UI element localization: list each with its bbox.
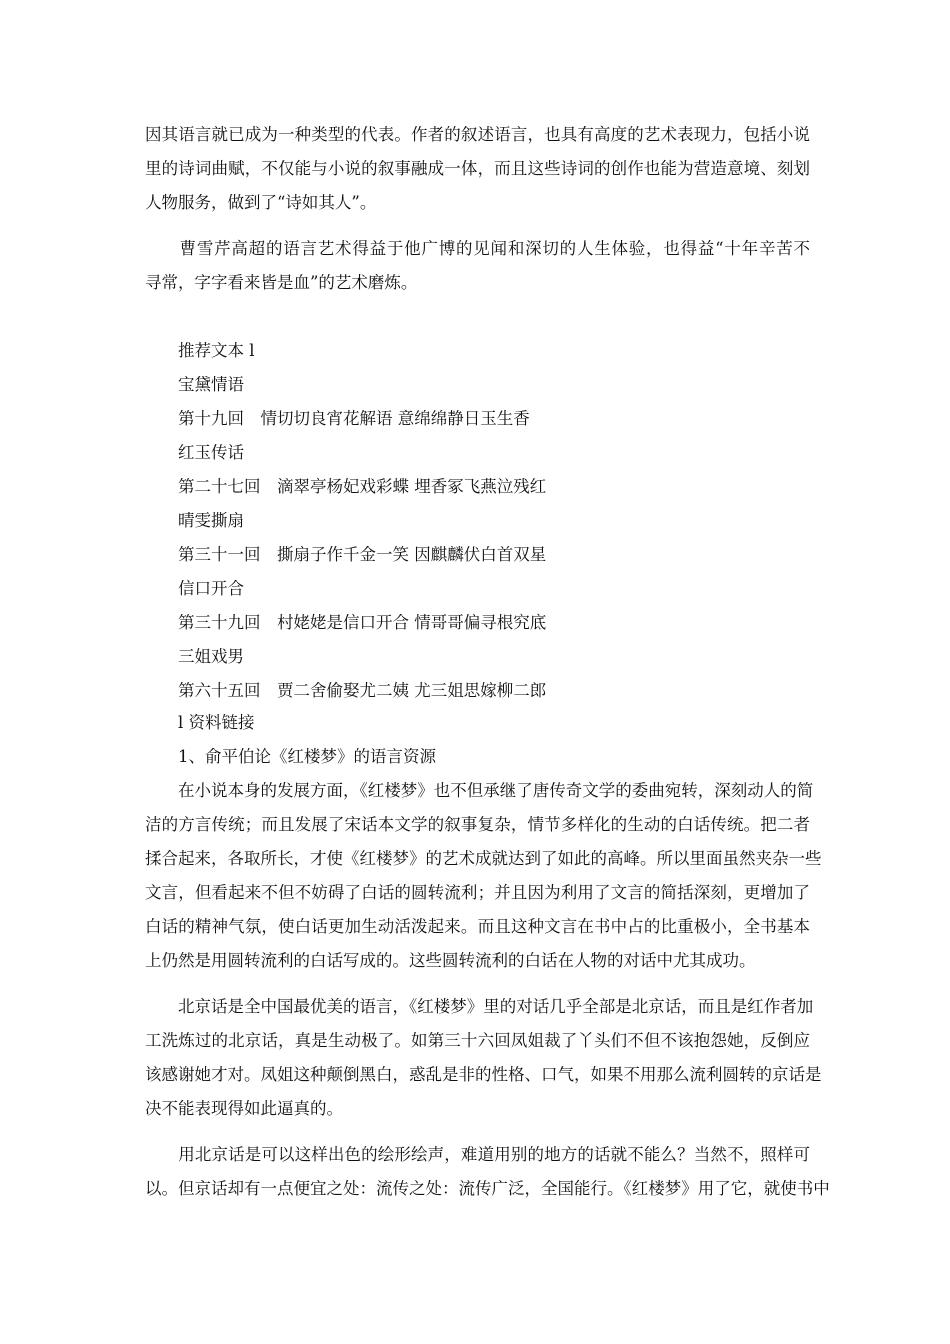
text-line: 里的诗词曲赋，不仅能与小说的叙事融成一体，而且这些诗词的创作也能为营造意境、刻划 <box>145 159 810 178</box>
text-line: 揉合起来，各取所长，才使《红楼梦》的艺术成就达到了如此的高峰。所以里面虽然夹杂一些 <box>145 849 822 868</box>
recommended-entry: 第六十五回 贾二舍偷娶尤二姨 尤三姐思嫁柳二郎 <box>178 681 547 700</box>
paragraph-cao-xueqin <box>145 232 810 300</box>
paragraph-other-dialects <box>145 1138 830 1206</box>
text-line: 决不能表现得如此逼真的。 <box>145 1099 343 1118</box>
text-line: 在小说本身的发展方面，《红楼梦》也不但承继了唐传奇文学的委曲宛转，深刻动人的简 <box>145 781 814 800</box>
resources-heading: l 资料链接 <box>178 713 255 732</box>
recommended-entry: 三姐戏男 <box>178 647 244 666</box>
recommended-entry: 宝黛情语 <box>178 375 244 394</box>
text-line: 北京话是全中国最优美的语言，《红楼梦》里的对话几乎全部是北京话，而且是红作者加 <box>145 997 814 1016</box>
text-line: 文言，但看起来不但不妨碍了白话的圆转流利；并且因为利用了文言的简括深刻，更增加了 <box>145 883 810 902</box>
text-line: 用北京话是可以这样出色的绘形绘声，难道用别的地方的话就不能么？当然不，照样可 <box>145 1145 810 1164</box>
recommended-entry: 晴雯撕扇 <box>178 511 244 530</box>
text-line: 洁的方言传统；而且发展了宋话本文学的叙事复杂，情节多样化的生动的白话传统。把二者 <box>145 815 810 834</box>
paragraph-beijing-dialect <box>145 990 822 1126</box>
recommended-entry: 第二十七回 滴翠亭杨妃戏彩蝶 埋香冢飞燕泣残红 <box>178 477 547 496</box>
text-line: 该感谢她才对。凤姐这种颠倒黑白，惑乱是非的性格、口气，如果不用那么流利圆转的京话是 <box>145 1065 822 1084</box>
paragraph-literary-traditions <box>145 774 822 978</box>
paragraph-language-representation <box>145 118 810 220</box>
recommended-heading: 推荐文本 l <box>178 341 255 360</box>
text-line: 白话的精神气氛，使白话更加生动活泼起来。而且这种文言在书中占的比重极小，全书基本 <box>145 917 810 936</box>
text-line: 因其语言就已成为一种类型的代表。作者的叙述语言，也具有高度的艺术表现力，包括小说 <box>145 125 810 144</box>
recommended-entry: 第十九回 情切切良宵花解语 意绵绵静日玉生香 <box>178 409 530 428</box>
text-line: 寻常，字字看来皆是血”的艺术磨炼。 <box>145 273 418 292</box>
resource-item-title: 1、俞平伯论《红楼梦》的语言资源 <box>178 747 436 766</box>
recommended-entry: 信口开合 <box>178 579 244 598</box>
recommended-entry: 红玉传话 <box>178 443 244 462</box>
text-line: 工洗炼过的北京话，真是生动极了。如第三十六回凤姐裁了丫头们不但不该抱怨她，反倒应 <box>145 1031 810 1050</box>
text-line: 以。但京话却有一点便宜之处：流传之处：流传广泛，全国能行。《红楼梦》用了它，就使书中 <box>145 1179 830 1198</box>
text-line: 曹雪芹高超的语言艺术得益于他广博的见闻和深切的人生体验，也得益“十年辛苦不 <box>145 239 810 258</box>
text-line: 人物服务，做到了“诗如其人”。 <box>145 193 377 212</box>
recommended-entry: 第三十一回 撕扇子作千金一笑 因麒麟伏白首双星 <box>178 545 547 564</box>
text-line: 上仍然是用圆转流利的白话写成的。这些圆转流利的白话在人物的对话中尤其成功。 <box>145 951 756 970</box>
recommended-entry: 第三十九回 村姥姥是信口开合 情哥哥偏寻根究底 <box>178 613 547 632</box>
